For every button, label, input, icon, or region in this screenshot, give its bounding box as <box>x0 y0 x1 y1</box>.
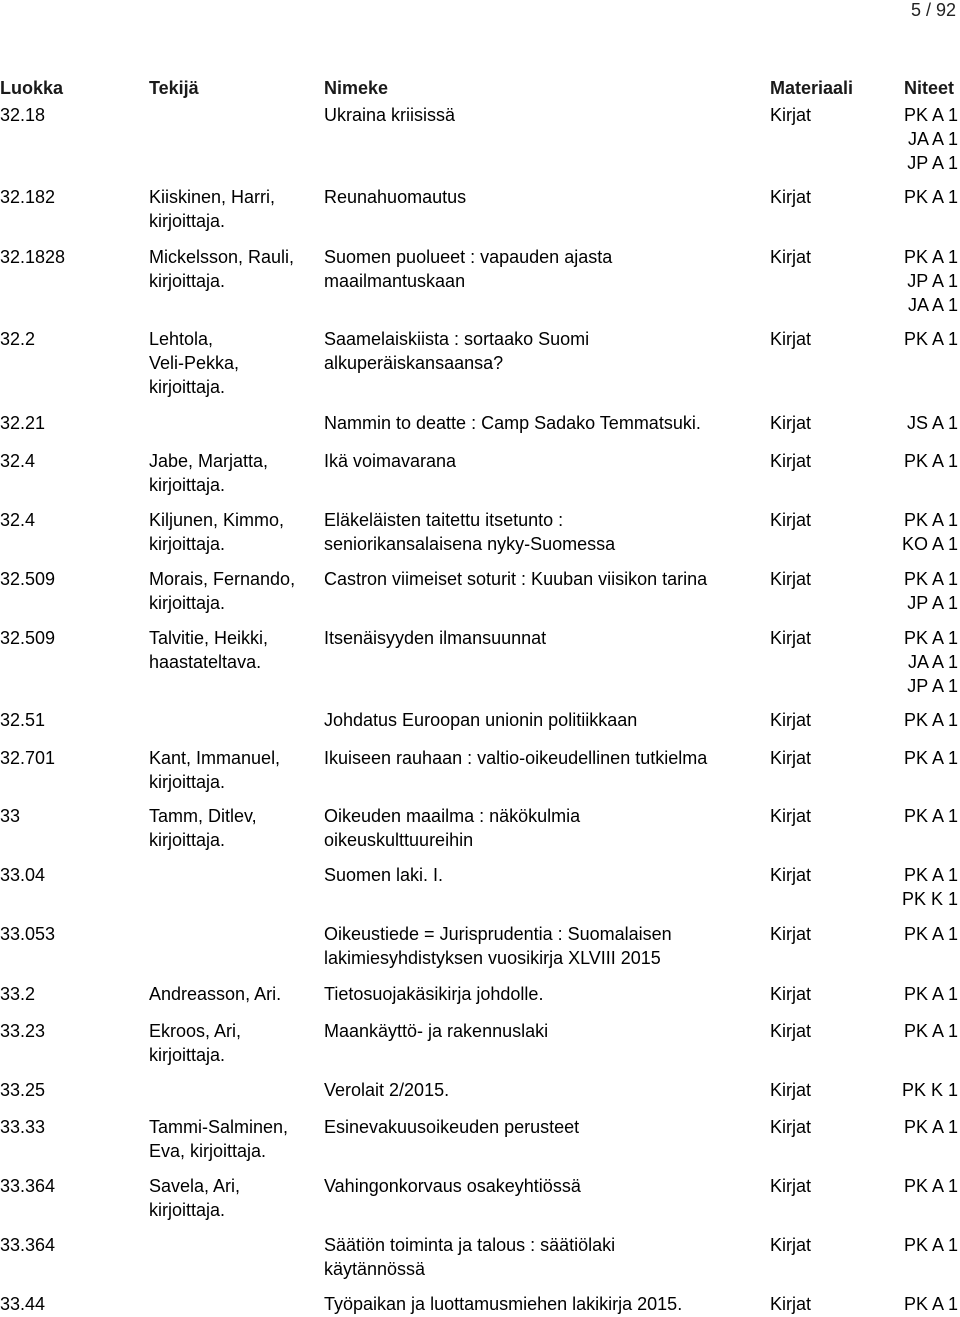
class-cell-line: 33.23 <box>0 1021 46 1041</box>
title-cell <box>324 1115 769 1139</box>
notes-cell-line: PK A 1 <box>903 1117 958 1137</box>
author-cell-line: kirjoittaja. <box>149 593 226 613</box>
class-cell-line: 33.44 <box>0 1294 46 1314</box>
title-cell-line: seniorikansalaisena nyky-Suomessa <box>324 534 616 554</box>
class-cell <box>0 863 140 887</box>
material-cell-line: Kirjat <box>770 924 812 944</box>
material-cell <box>770 185 860 209</box>
class-cell <box>0 708 140 732</box>
author-cell-line: kirjoittaja. <box>149 830 226 850</box>
class-cell <box>0 1115 140 1139</box>
material-cell-line: Kirjat <box>770 984 812 1004</box>
author-cell-line: Eva, kirjoittaja. <box>149 1141 267 1161</box>
notes-cell <box>904 922 958 946</box>
author-cell-line: kirjoittaja. <box>149 772 226 792</box>
author-cell <box>149 1115 319 1163</box>
class-cell <box>0 1233 140 1257</box>
material-cell-line: Kirjat <box>770 806 812 826</box>
class-cell-line: 33.33 <box>0 1117 46 1137</box>
title-cell-line: Ikuiseen rauhaan : valtio-oikeudellinen tutkielma <box>324 748 708 768</box>
class-cell <box>0 411 140 435</box>
material-cell <box>770 863 860 887</box>
class-cell <box>0 185 140 209</box>
notes-cell <box>902 863 958 911</box>
title-cell <box>324 804 769 852</box>
notes-cell-line: PK A 1 <box>903 569 958 589</box>
notes-cell <box>904 1233 958 1257</box>
material-cell <box>770 626 860 650</box>
title-cell-line: alkuperäiskansaansa? <box>324 353 504 373</box>
class-cell-line: 32.701 <box>0 748 56 768</box>
class-cell <box>0 567 140 591</box>
page-number: 5 / 92 <box>910 0 956 20</box>
material-cell <box>770 1292 860 1316</box>
author-cell-line: Talvitie, Heikki, <box>149 628 269 648</box>
author-cell <box>149 327 319 399</box>
author-cell-line: kirjoittaja. <box>149 534 226 554</box>
title-cell <box>324 922 769 970</box>
material-cell <box>770 746 860 770</box>
material-cell <box>770 1174 860 1198</box>
title-cell-line: Nammin to deatte : Camp Sadako Temmatsuki. <box>324 413 701 433</box>
material-cell <box>770 1078 860 1102</box>
title-cell-line: Eläkeläisten taitettu itsetunto : <box>324 510 564 530</box>
material-cell-line: Kirjat <box>770 413 812 433</box>
class-cell-line: 33.04 <box>0 865 46 885</box>
notes-cell-line: JA A 1 <box>907 295 958 315</box>
material-cell-line: Kirjat <box>770 105 812 125</box>
material-cell <box>770 508 860 532</box>
author-cell-line: kirjoittaja. <box>149 271 226 291</box>
notes-cell-line: KO A 1 <box>901 534 958 554</box>
class-cell <box>0 746 140 770</box>
class-cell-line: 33.053 <box>0 924 56 944</box>
notes-cell-line: PK A 1 <box>903 1176 958 1196</box>
author-cell-line: kirjoittaja. <box>149 1200 226 1220</box>
notes-cell-line: PK A 1 <box>903 865 958 885</box>
class-cell <box>0 1078 140 1102</box>
title-cell-line: Työpaikan ja luottamusmiehen lakikirja 2015. <box>324 1294 683 1314</box>
title-cell <box>324 626 769 650</box>
notes-cell <box>904 245 958 317</box>
material-cell-line: Kirjat <box>770 569 812 589</box>
title-cell-line: Oikeustiede = Jurisprudentia : Suomalaisen <box>324 924 672 944</box>
notes-cell <box>904 1174 958 1198</box>
material-cell-line: Kirjat <box>770 451 812 471</box>
class-cell-line: 32.509 <box>0 628 56 648</box>
notes-cell <box>904 449 958 473</box>
class-cell <box>0 1019 140 1043</box>
author-cell-line: Savela, Ari, <box>149 1176 241 1196</box>
notes-cell-line: PK K 1 <box>901 889 958 909</box>
material-cell-line: Kirjat <box>770 628 812 648</box>
title-cell-line: oikeuskulttuureihin <box>324 830 474 850</box>
notes-cell-line: PK A 1 <box>903 1294 958 1314</box>
notes-cell-line: PK K 1 <box>901 1080 958 1100</box>
title-cell-line: Maankäyttö- ja rakennuslaki <box>324 1021 549 1041</box>
title-cell-line: käytännössä <box>324 1259 426 1279</box>
notes-cell-line: JS A 1 <box>906 413 958 433</box>
title-cell-line: Tietosuojakäsikirja johdolle. <box>324 984 544 1004</box>
title-cell <box>324 1292 769 1316</box>
title-cell <box>324 1174 769 1198</box>
material-cell <box>770 1019 860 1043</box>
author-cell-line: Kiljunen, Kimmo, <box>149 510 285 530</box>
class-cell-line: 32.4 <box>0 510 36 530</box>
notes-cell-line: JP A 1 <box>907 153 958 173</box>
author-cell-line: kirjoittaja. <box>149 377 226 397</box>
author-cell-line: kirjoittaja. <box>149 475 226 495</box>
author-cell-line: Ekroos, Ari, <box>149 1021 242 1041</box>
material-cell-line: Kirjat <box>770 1294 812 1314</box>
header-class: Luokka <box>0 78 64 98</box>
notes-cell <box>902 1078 958 1102</box>
notes-cell <box>904 626 958 698</box>
title-cell <box>324 327 769 375</box>
title-cell-line: Castron viimeiset soturit : Kuuban viisikon tarina <box>324 569 708 589</box>
author-cell <box>149 626 319 674</box>
author-cell <box>149 746 319 794</box>
material-cell-line: Kirjat <box>770 510 812 530</box>
material-cell-line: Kirjat <box>770 1080 812 1100</box>
notes-cell-line: PK A 1 <box>903 329 958 349</box>
material-cell-line: Kirjat <box>770 329 812 349</box>
title-cell <box>324 103 769 127</box>
header-author: Tekijä <box>149 78 199 98</box>
title-cell-line: Ikä voimavarana <box>324 451 457 471</box>
class-cell-line: 32.4 <box>0 451 36 471</box>
notes-cell-line: PK A 1 <box>903 628 958 648</box>
notes-cell-line: JP A 1 <box>907 593 958 613</box>
title-cell <box>324 1233 769 1281</box>
title-cell <box>324 1078 769 1102</box>
class-cell <box>0 982 140 1006</box>
notes-cell-line: PK A 1 <box>903 451 958 471</box>
author-cell-line: Morais, Fernando, <box>149 569 296 589</box>
material-cell <box>770 1233 860 1257</box>
class-cell-line: 33.364 <box>0 1235 56 1255</box>
notes-cell <box>904 1115 958 1139</box>
class-cell-line: 32.182 <box>0 187 56 207</box>
material-cell-line: Kirjat <box>770 1021 812 1041</box>
material-cell-line: Kirjat <box>770 247 812 267</box>
class-cell <box>0 327 140 351</box>
material-cell-line: Kirjat <box>770 748 812 768</box>
title-cell-line: Oikeuden maailma : näkökulmia <box>324 806 581 826</box>
title-cell-line: Reunahuomautus <box>324 187 467 207</box>
author-cell-line: Kant, Immanuel, <box>149 748 281 768</box>
class-cell-line: 33.364 <box>0 1176 56 1196</box>
class-cell-line: 32.509 <box>0 569 56 589</box>
author-cell <box>149 245 319 293</box>
material-cell <box>770 982 860 1006</box>
notes-cell <box>907 411 958 435</box>
author-cell <box>149 982 319 1006</box>
title-cell-line: maailmantuskaan <box>324 271 466 291</box>
title-cell <box>324 863 769 887</box>
class-cell-line: 32.2 <box>0 329 36 349</box>
notes-cell-line: PK A 1 <box>903 1021 958 1041</box>
material-cell-line: Kirjat <box>770 710 812 730</box>
author-cell <box>149 185 319 233</box>
author-cell <box>149 449 319 497</box>
title-cell <box>324 982 769 1006</box>
notes-cell <box>904 185 958 209</box>
title-cell-line: Säätiön toiminta ja talous : säätiölaki <box>324 1235 616 1255</box>
author-cell <box>149 804 319 852</box>
notes-cell <box>904 1019 958 1043</box>
title-cell <box>324 245 769 293</box>
class-cell-line: 32.1828 <box>0 247 66 267</box>
notes-cell-line: JP A 1 <box>907 676 958 696</box>
title-cell-line: Suomen laki. I. <box>324 865 444 885</box>
title-cell-line: Ukraina kriisissä <box>324 105 456 125</box>
class-cell <box>0 245 140 269</box>
class-cell-line: 32.21 <box>0 413 46 433</box>
class-cell-line: 33.25 <box>0 1080 46 1100</box>
notes-cell-line: PK A 1 <box>903 187 958 207</box>
title-cell-line: Vahingonkorvaus osakeyhtiössä <box>324 1176 581 1196</box>
class-cell-line: 32.18 <box>0 105 46 125</box>
author-cell-line: Tammi-Salminen, <box>149 1117 289 1137</box>
notes-cell <box>904 804 958 828</box>
notes-cell <box>904 103 958 175</box>
class-cell <box>0 1292 140 1316</box>
notes-cell-line: PK A 1 <box>903 710 958 730</box>
author-cell <box>149 1019 319 1067</box>
material-cell <box>770 567 860 591</box>
notes-cell <box>904 567 958 615</box>
author-cell-line: Mickelsson, Rauli, <box>149 247 295 267</box>
class-cell <box>0 626 140 650</box>
notes-cell-line: PK A 1 <box>903 924 958 944</box>
notes-cell-line: JA A 1 <box>907 129 958 149</box>
material-cell <box>770 245 860 269</box>
class-cell <box>0 449 140 473</box>
notes-cell-line: PK A 1 <box>903 748 958 768</box>
header-material: Materiaali <box>770 78 854 98</box>
title-cell-line: Saamelaiskiista : sortaako Suomi <box>324 329 590 349</box>
material-cell <box>770 411 860 435</box>
author-cell-line: Tamm, Ditlev, <box>149 806 257 826</box>
material-cell <box>770 327 860 351</box>
table-header <box>0 76 960 100</box>
notes-cell-line: PK A 1 <box>903 510 958 530</box>
title-cell <box>324 1019 769 1043</box>
class-cell <box>0 508 140 532</box>
author-cell-line: Lehtola, <box>149 329 214 349</box>
class-cell <box>0 922 140 946</box>
title-cell <box>324 411 769 435</box>
author-cell-line: Andreasson, Ari. <box>149 984 282 1004</box>
notes-cell <box>902 508 958 556</box>
notes-cell-line: JP A 1 <box>907 271 958 291</box>
class-cell <box>0 1174 140 1198</box>
material-cell <box>770 449 860 473</box>
title-cell <box>324 567 769 591</box>
title-cell-line: Suomen puolueet : vapauden ajasta <box>324 247 613 267</box>
author-cell-line: Jabe, Marjatta, <box>149 451 269 471</box>
class-cell-line: 33 <box>0 806 21 826</box>
material-cell <box>770 922 860 946</box>
title-cell-line: Esinevakuusoikeuden perusteet <box>324 1117 580 1137</box>
material-cell <box>770 103 860 127</box>
notes-cell-line: PK A 1 <box>903 105 958 125</box>
material-cell <box>770 1115 860 1139</box>
material-cell <box>770 804 860 828</box>
class-cell <box>0 103 140 127</box>
author-cell-line: kirjoittaja. <box>149 211 226 231</box>
author-cell-line: haastateltava. <box>149 652 262 672</box>
title-cell <box>324 508 769 556</box>
notes-cell-line: JA A 1 <box>907 652 958 672</box>
author-cell-line: Kiiskinen, Harri, <box>149 187 276 207</box>
material-cell <box>770 708 860 732</box>
author-cell <box>149 508 319 556</box>
title-cell <box>324 708 769 732</box>
material-cell-line: Kirjat <box>770 865 812 885</box>
title-cell-line: lakimiesyhdistyksen vuosikirja XLVIII 2015 <box>324 948 661 968</box>
material-cell-line: Kirjat <box>770 1117 812 1137</box>
notes-cell-line: PK A 1 <box>903 984 958 1004</box>
material-cell-line: Kirjat <box>770 1176 812 1196</box>
notes-cell-line: PK A 1 <box>903 1235 958 1255</box>
notes-cell <box>904 708 958 732</box>
notes-cell-line: PK A 1 <box>903 806 958 826</box>
header-notes: Niteet <box>903 78 954 98</box>
notes-cell-line: PK A 1 <box>903 247 958 267</box>
notes-cell <box>904 327 958 351</box>
notes-cell <box>904 746 958 770</box>
author-cell-line: Veli-Pekka, <box>149 353 240 373</box>
material-cell-line: Kirjat <box>770 187 812 207</box>
class-cell-line: 33.2 <box>0 984 36 1004</box>
notes-cell <box>904 982 958 1006</box>
title-cell <box>324 185 769 209</box>
material-cell-line: Kirjat <box>770 1235 812 1255</box>
class-cell <box>0 804 140 828</box>
title-cell-line: Verolait 2/2015. <box>324 1080 450 1100</box>
title-cell-line: Itsenäisyyden ilmansuunnat <box>324 628 547 648</box>
author-cell <box>149 567 319 615</box>
title-cell <box>324 746 769 770</box>
class-cell-line: 32.51 <box>0 710 46 730</box>
header-title: Nimeke <box>324 78 389 98</box>
notes-cell <box>904 1292 958 1316</box>
author-cell-line: kirjoittaja. <box>149 1045 226 1065</box>
title-cell <box>324 449 769 473</box>
author-cell <box>149 1174 319 1222</box>
title-cell-line: Johdatus Euroopan unionin politiikkaan <box>324 710 638 730</box>
